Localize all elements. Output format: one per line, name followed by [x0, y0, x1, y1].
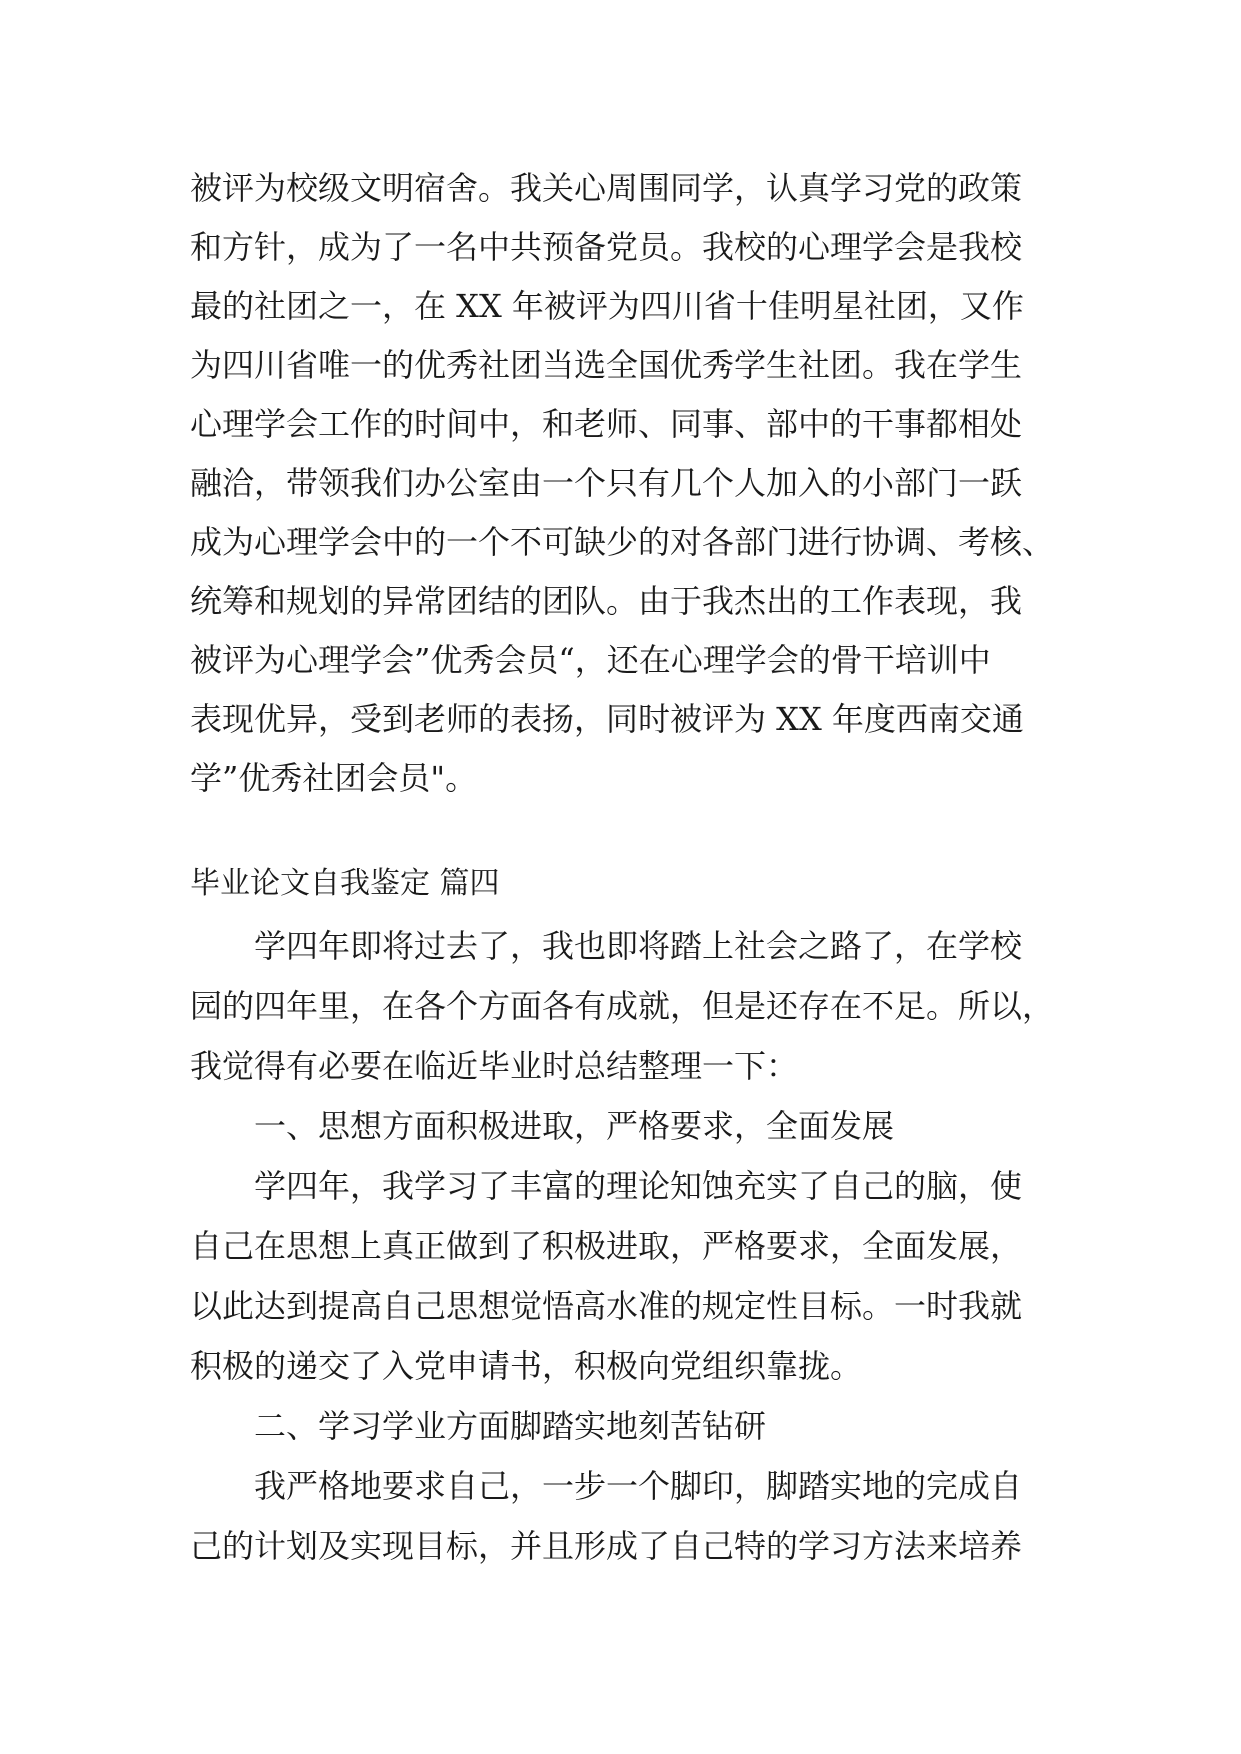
- text-line: 我严格地要求自己，一步一个脚印，脚踏实地的完成自: [254, 1467, 1023, 1505]
- text-line: 我觉得有必要在临近毕业时总结整理一下：: [190, 1047, 799, 1085]
- text-line: 心理学会工作的时间中，和老师、同事、部中的干事都相处: [190, 405, 1023, 443]
- text-line: 己的计划及实现目标，并且形成了自己特的学习方法来培养: [190, 1527, 1023, 1565]
- text-line: 学四年，我学习了丰富的理论知蚀充实了自己的脑，使: [254, 1167, 1023, 1205]
- text-line: 融洽，带领我们办公室由一个只有几个人加入的小部门一跃: [190, 464, 1023, 502]
- text-line: 积极的递交了入党申请书，积极向党组织靠拢。: [190, 1347, 863, 1385]
- text-line: 为四川省唯一的优秀社团当选全国优秀学生社团。我在学生: [190, 346, 1023, 384]
- text-line: 学”优秀社团会员"。: [190, 759, 478, 797]
- text-line: 学四年即将过去了，我也即将踏上社会之路了，在学校: [254, 927, 1023, 965]
- text-line: 表现优异，受到老师的表扬，同时被评为 XX 年度西南交通: [190, 700, 1024, 738]
- text-line: 自己在思想上真正做到了积极进取，严格要求，全面发展，: [190, 1227, 1023, 1265]
- text-line: 园的四年里，在各个方面各有成就，但是还存在不足。所以，: [190, 987, 1055, 1025]
- text-line: 统筹和规划的异常团结的团队。由于我杰出的工作表现，我: [190, 582, 1023, 620]
- subheading: 二、学习学业方面脚踏实地刻苦钻研: [254, 1407, 767, 1445]
- section-title: 毕业论文自我鉴定 篇四: [190, 866, 500, 901]
- text-line: 和方针，成为了一名中共预备党员。我校的心理学会是我校: [190, 228, 1023, 266]
- text-line: 最的社团之一，在 XX 年被评为四川省十佳明星社团，又作: [190, 287, 1024, 325]
- subheading: 一、思想方面积极进取，严格要求，全面发展: [254, 1107, 895, 1145]
- text-line: 以此达到提高自己思想觉悟高水准的规定性目标。一时我就: [190, 1287, 1023, 1325]
- text-line: 成为心理学会中的一个不可缺少的对各部门进行协调、考核、: [190, 523, 1055, 561]
- text-line: 被评为校级文明宿舍。我关心周围同学，认真学习党的政策: [190, 169, 1023, 207]
- text-line: 被评为心理学会”优秀会员“，还在心理学会的骨干培训中: [190, 641, 991, 679]
